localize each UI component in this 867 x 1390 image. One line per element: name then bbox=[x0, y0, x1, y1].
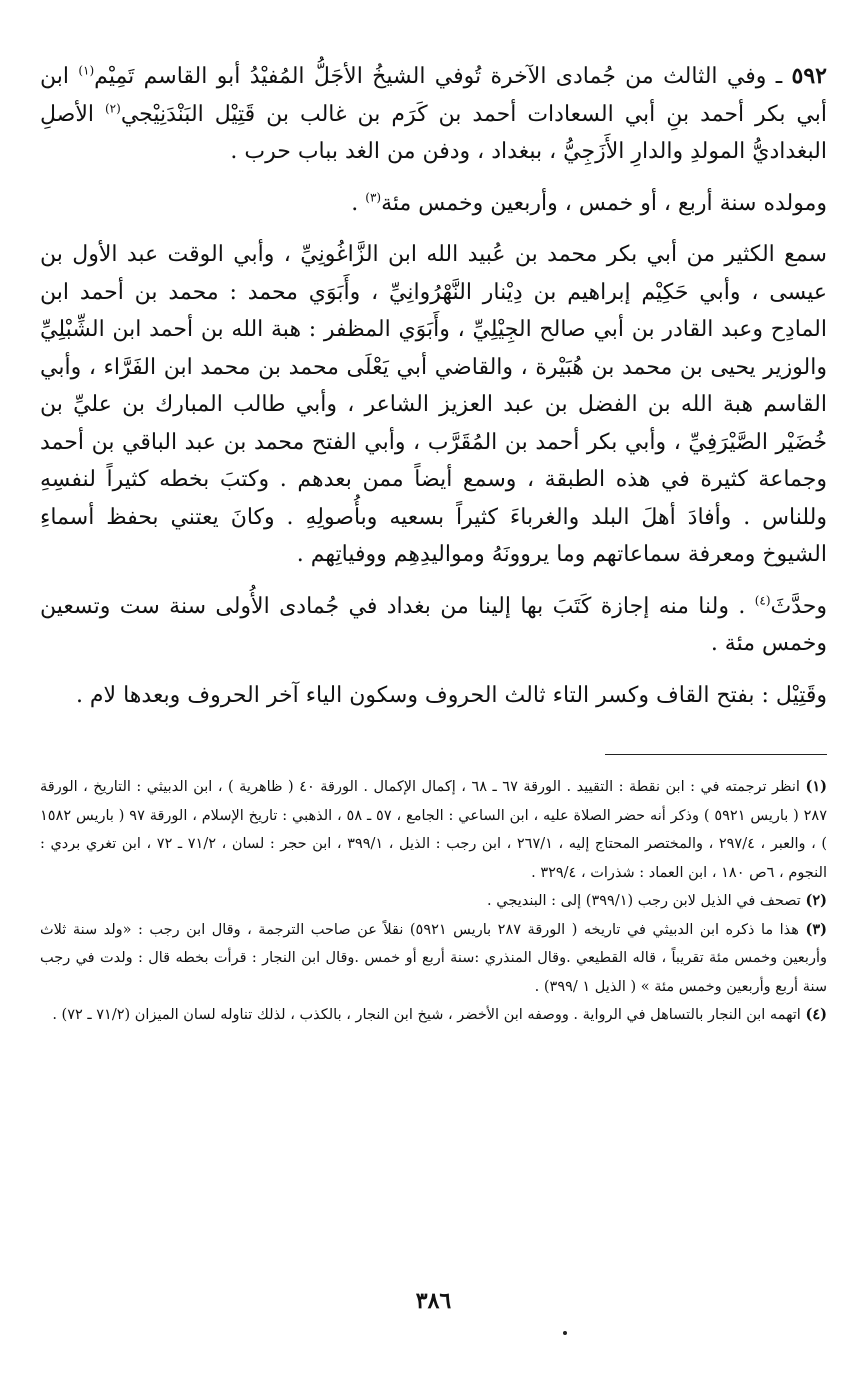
entry-paragraph-5: وقَتِيْل : بفتح القاف وكسر التاء ثالث الحروف وسكون الياء آخر الحروف وبعدها لام . bbox=[75, 682, 827, 708]
entry-p4-text-a: وحدَّثَ bbox=[770, 593, 827, 619]
footnote-2 bbox=[40, 887, 827, 916]
footnote-ref-1[interactable]: (١) bbox=[78, 63, 95, 78]
page-number: ٣٨٦ bbox=[415, 1288, 452, 1314]
footnote-1-number: (١) bbox=[805, 778, 827, 795]
entry-p2-end: . bbox=[351, 190, 366, 216]
footnote-4 bbox=[40, 1001, 827, 1030]
footnote-2-number: (٢) bbox=[805, 892, 827, 909]
entry-number: ٥٩٢ bbox=[791, 63, 827, 89]
footnote-1-text: انظر ترجمته في : ابن نقطة : التقييد . الورقة ٦٧ ـ ٦٨ ، إكمال الإكمال . الورقة ٤٠ ( ظاهرية ) ، ابن الدبيثي : التاريخ ، الورقة ٢٨٧ ( باريس ٥٩٢١ ) وذكر أنه حضر الصلاة عليه ، ابن الساعي : الجامع ، ٥٧ ـ ٥٨ ، الذهبي : تاريخ الإسلام ، الورقة ٩٧ ( باريس ١٥٨٢ ) ، والعبر ، ٢٩٧/٤ ، والمختصر المحتاج إليه ، ٢٦٧/١ ، ابن رجب : الذيل ، ٣٩٩/١ ، ابن حجر : لسان ، ٧١/٢ ـ ٧٢ ، ابن تغري بردي : النجوم ، ٦ص ١٨٠ ، ابن العماد : شذرات ، ٣٢٩/٤ . bbox=[40, 779, 828, 881]
main-text bbox=[40, 58, 827, 714]
footnote-3 bbox=[40, 916, 827, 1002]
footnote-3-text: هذا ما ذكره ابن الدبيثي في تاريخه ( الورقة ٢٨٧ باريس ٥٩٢١) نقلاً عن صاحب الترجمة ، وقال ابن رجب : «ولد سنة ثلاث وأربعين وخمس مئة تقريباً ، قاله القطيعي .وقال المنذري :سنة أربع أو خمس .وقال ابن النجار : قرأت بخطه قال : ولدت في رجب سنة أربع وأربعين وخمس مئة » ( الذيل ١ /٣٩٩) . bbox=[40, 921, 827, 995]
footnote-ref-3[interactable]: (٣) bbox=[365, 190, 382, 205]
footnote-ref-4[interactable]: (٤) bbox=[754, 593, 771, 608]
footnote-4-number: (٤) bbox=[805, 1006, 827, 1023]
print-speck bbox=[563, 1331, 567, 1335]
entry-p1-text-b: ابن أبي بكر أحمد بنِ أبي السعادات أحمد بن كَرَم بن غالب بن قَتِيْل البَنْدَنِيْجي bbox=[40, 64, 827, 127]
footnotes bbox=[40, 773, 827, 1030]
entry-p1-text-a: ـ وفي الثالث من جُمادى الآخرة تُوفي الشيخُ الأجَلُّ المُفيْدُ أبو القاسم تَمِيْم bbox=[94, 64, 792, 89]
entry-p2-text: ومولده سنة أربع ، أو خمس ، وأربعين وخمس مئة bbox=[381, 190, 827, 216]
footnote-4-text: اتهمه ابن النجار بالتساهل في الرواية . ووصفه ابن الأخضر ، شيخ ابن النجار ، بالكذب ، لذلك تناوله لسان الميزان (٧١/٢ ـ ٧٢) . bbox=[52, 1007, 806, 1023]
footnote-ref-2[interactable]: (٢) bbox=[104, 101, 121, 116]
entry-paragraph-4 bbox=[40, 588, 827, 663]
footnote-1 bbox=[40, 773, 827, 887]
entry-p1-text-c: الأصلِ البغداديُّ المولدِ والدارِ الأَزَجِيُّ ، ببغداد ، ودفن من الغد بباب حرب . bbox=[40, 101, 827, 164]
footnote-2-text: تصحف في الذيل لابن رجب (٣٩٩/١) إلى : البنديجي . bbox=[487, 893, 806, 909]
entry-paragraph-2 bbox=[40, 185, 827, 223]
footnote-3-number: (٣) bbox=[805, 920, 827, 938]
footnote-divider bbox=[605, 754, 827, 755]
entry-paragraph-3: سمع الكثير من أبي بكر محمد بن عُبيد الله ابن الزَّاغُونِيِّ ، وأبي الوقت عبد الأول بن عيسى ، وأبي حَكِيْم إبراهيم بن دِيْنار النَّهْرُوانِيِّ ، وأَبَوَي محمد : محمد بن أحمد ابن المادِح وعبد القادر بن أبي صالح الجِيْلِيِّ ، وأَبَوَي المظفر : هبة الله بن أحمد ابن الشِّبْلِيِّ والوزير يحيى بن محمد بن هُبَيْرة ، والقاضي أبي يَعْلَى محمد بن محمد ابن الفَرَّاء ، وأبي القاسم هبة الله بن الفضل بن عبد العزيز الشاعر ، وأبي طالب المبارك بن عليِّ بن خُضَيْر الصَّيْرَفِيِّ ، وأبي بكر أحمد بن المُقَرَّب ، وأبي الفتح محمد بن عبد الباقي بن أحمد وجماعة كثيرة في هذه الطبقة ، وسمع أيضاً ممن بعدهم . وكتبَ بخطه كثيراً لنفسِهِ وللناس . وأفادَ أهلَ البلد والغرباءَ كثيراً بسعيه وبأُصولِهِ . وكانَ يعتني بحفظ أسماءِ الشيوخ ومعرفة سماعاتهم وما يروونَهُ ومواليدِهِم ووفياتِهم . bbox=[40, 242, 827, 567]
entry-p4-text-b: . ولنا منه إجازة كَتَبَ بها إلينا من بغداد في جُمادى الأُولى سنة ست وتسعين وخمس مئة . bbox=[40, 593, 827, 656]
entry-paragraph-1 bbox=[40, 58, 827, 171]
